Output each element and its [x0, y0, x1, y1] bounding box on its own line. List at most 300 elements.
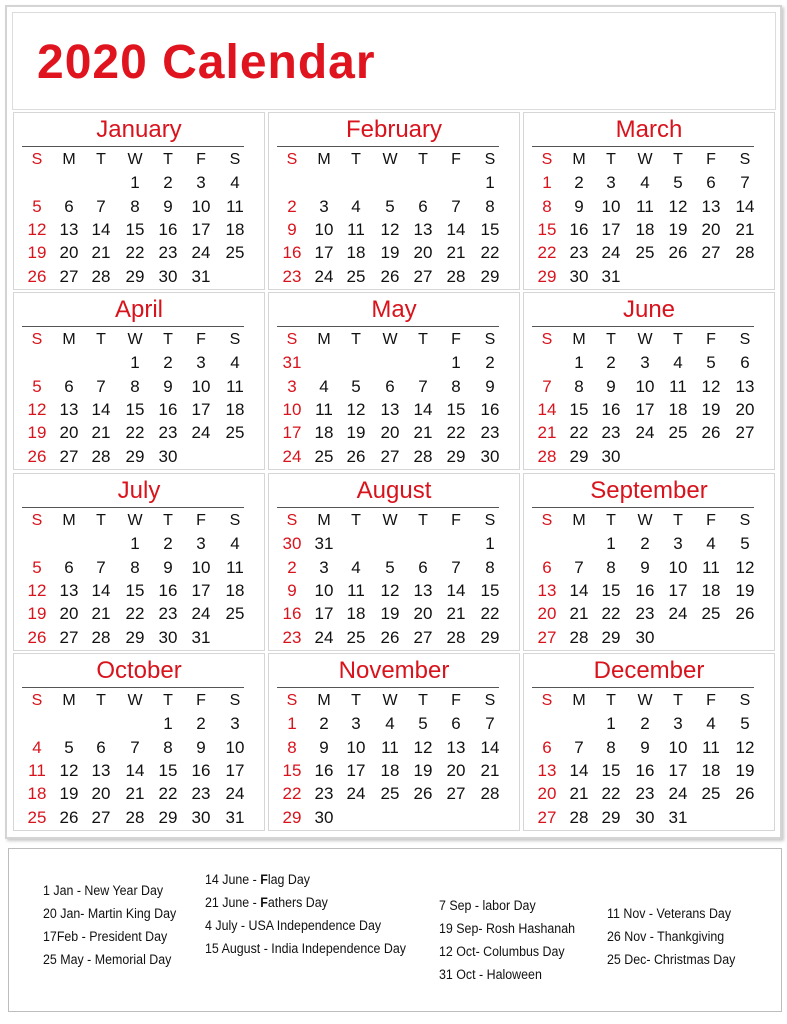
day-cell: 11 [226, 557, 244, 577]
weekday-header: F [451, 692, 461, 709]
holiday-name: Memorial Day [94, 952, 172, 967]
day-cell: 26 [735, 604, 755, 624]
day-cell: 16 [282, 604, 302, 624]
weekday-header: M [317, 331, 331, 348]
weekday-header: T [418, 512, 428, 529]
day-cell: 20 [59, 604, 79, 624]
weekday-header: F [196, 512, 206, 529]
day-cell: 9 [606, 376, 616, 396]
weekday-header: M [572, 512, 586, 529]
day-cell: 8 [163, 737, 173, 757]
day-cell: 28 [446, 266, 466, 286]
weekday-header: S [286, 512, 298, 529]
day-cell: 17 [282, 423, 302, 443]
day-cell: 25 [346, 266, 366, 286]
holiday-item [607, 948, 735, 971]
day-cell: 15 [125, 219, 145, 239]
month-name: March [615, 116, 683, 143]
day-cell: 12 [346, 399, 366, 419]
day-cell: 11 [702, 737, 720, 757]
day-cell: 21 [735, 219, 755, 239]
day-cell: 27 [91, 807, 111, 827]
day-cell: 14 [91, 219, 111, 239]
day-cell: 8 [606, 737, 616, 757]
day-cell: 15 [569, 399, 589, 419]
day-cell: 3 [319, 196, 329, 216]
day-cell: 1 [130, 173, 140, 193]
holiday-item [439, 894, 575, 917]
day-cell: 2 [196, 714, 206, 734]
day-cell: 6 [542, 557, 552, 577]
day-cell: 25 [668, 423, 688, 443]
day-cell: 3 [196, 173, 206, 193]
day-cell: 29 [601, 627, 621, 647]
day-cell: 31 [601, 266, 621, 286]
day-cell: 24 [346, 784, 366, 804]
day-cell: 22 [601, 784, 621, 804]
day-cell: 29 [537, 266, 557, 286]
day-cell: 24 [191, 604, 211, 624]
holiday-item [205, 868, 406, 891]
day-cell: 8 [130, 376, 140, 396]
weekday-header: M [62, 151, 76, 168]
day-cell: 20 [380, 423, 400, 443]
day-cell: 14 [125, 760, 145, 780]
weekday-header: S [739, 151, 751, 168]
day-cell: 5 [418, 714, 428, 734]
day-cell: 1 [130, 534, 140, 554]
day-cell: 10 [191, 196, 211, 216]
month-name: October [96, 657, 182, 684]
month-name: June [622, 296, 676, 323]
weekday-header: T [163, 512, 173, 529]
day-cell: 8 [606, 557, 616, 577]
day-cell: 8 [451, 376, 461, 396]
weekday-header: T [673, 151, 683, 168]
day-cell: 8 [485, 196, 495, 216]
weekday-header: M [572, 692, 586, 709]
day-cell: 4 [230, 534, 240, 554]
month-march [523, 112, 775, 290]
day-cell: 31 [191, 266, 211, 286]
weekday-header: W [382, 512, 398, 529]
holiday-name: Haloween [486, 967, 542, 982]
day-cell: 28 [569, 627, 589, 647]
day-cell: 16 [635, 760, 655, 780]
month-name: August [356, 477, 432, 504]
day-cell: 22 [158, 784, 178, 804]
day-cell: 17 [225, 760, 245, 780]
day-cell: 19 [27, 423, 47, 443]
month-divider [532, 326, 754, 327]
day-cell: 29 [125, 627, 145, 647]
day-cell: 17 [668, 760, 688, 780]
day-cell: 16 [314, 760, 334, 780]
day-cell: 27 [735, 423, 755, 443]
day-cell: 1 [163, 714, 173, 734]
month-divider [22, 687, 244, 688]
day-cell: 1 [542, 173, 552, 193]
month-divider [277, 687, 499, 688]
day-cell: 19 [59, 784, 79, 804]
holiday-item [43, 948, 176, 971]
weekday-header: T [351, 692, 361, 709]
day-cell: 19 [668, 219, 688, 239]
holiday-date: 31 Oct - [439, 967, 487, 982]
day-cell: 4 [385, 714, 395, 734]
weekday-header: F [196, 692, 206, 709]
day-cell: 3 [673, 714, 683, 734]
weekday-header: S [541, 512, 553, 529]
day-cell: 13 [413, 219, 433, 239]
day-cell: 31 [191, 627, 211, 647]
day-cell: 22 [446, 423, 466, 443]
weekday-header: T [418, 692, 428, 709]
month-april [13, 292, 265, 470]
day-cell: 23 [601, 423, 621, 443]
day-cell: 3 [230, 714, 240, 734]
day-cell: 3 [196, 353, 206, 373]
weekday-header: M [62, 512, 76, 529]
day-cell: 23 [158, 243, 178, 263]
day-cell: 14 [569, 580, 589, 600]
day-cell: 11 [347, 219, 365, 239]
weekday-header: M [572, 151, 586, 168]
day-cell: 22 [601, 604, 621, 624]
day-cell: 25 [635, 243, 655, 263]
day-cell: 2 [163, 353, 173, 373]
day-cell: 11 [226, 196, 244, 216]
day-cell: 30 [635, 627, 655, 647]
holiday-name: labor Day [482, 898, 536, 913]
day-cell: 25 [380, 784, 400, 804]
day-cell: 20 [537, 604, 557, 624]
day-cell: 6 [740, 353, 750, 373]
day-cell: 9 [319, 737, 329, 757]
day-cell: 20 [735, 399, 755, 419]
day-cell: 14 [91, 580, 111, 600]
day-cell: 15 [601, 760, 621, 780]
day-cell: 9 [163, 376, 173, 396]
day-cell: 7 [418, 376, 428, 396]
day-cell: 7 [574, 557, 584, 577]
day-cell: 16 [158, 219, 178, 239]
day-cell: 29 [480, 627, 500, 647]
day-cell: 11 [226, 376, 244, 396]
day-cell: 1 [287, 714, 297, 734]
day-cell: 1 [574, 353, 584, 373]
holiday-item [439, 963, 575, 986]
month-september [523, 473, 775, 651]
holiday-item [607, 925, 735, 948]
day-cell: 18 [346, 604, 366, 624]
holiday-item [43, 902, 176, 925]
month-name: January [96, 116, 182, 143]
day-cell: 25 [225, 243, 245, 263]
day-cell: 11 [28, 760, 46, 780]
weekday-header: F [451, 331, 461, 348]
day-cell: 17 [191, 580, 211, 600]
day-cell: 13 [59, 580, 79, 600]
holiday-item [439, 940, 575, 963]
day-cell: 13 [446, 737, 466, 757]
weekday-header: S [31, 692, 43, 709]
day-cell: 12 [27, 399, 47, 419]
day-cell: 18 [346, 243, 366, 263]
day-cell: 10 [346, 737, 366, 757]
weekday-header: F [451, 151, 461, 168]
day-cell: 8 [130, 196, 140, 216]
day-cell: 5 [32, 196, 42, 216]
weekday-header: T [351, 512, 361, 529]
day-cell: 24 [668, 784, 688, 804]
day-cell: 4 [319, 376, 329, 396]
holiday-date: 15 August - [205, 941, 272, 956]
month-october [13, 653, 265, 831]
day-cell: 10 [191, 376, 211, 396]
day-cell: 20 [537, 784, 557, 804]
holiday-date: 1 Jan - [43, 883, 85, 898]
day-cell: 23 [158, 423, 178, 443]
day-cell: 26 [380, 266, 400, 286]
day-cell: 17 [191, 219, 211, 239]
day-cell: 21 [91, 604, 111, 624]
day-cell: 31 [668, 807, 688, 827]
day-cell: 1 [451, 353, 461, 373]
day-cell: 30 [480, 446, 500, 466]
month-divider [277, 326, 499, 327]
day-cell: 29 [282, 807, 302, 827]
day-cell: 15 [158, 760, 178, 780]
day-cell: 13 [537, 760, 557, 780]
day-cell: 27 [413, 266, 433, 286]
day-cell: 25 [701, 604, 721, 624]
day-cell: 8 [574, 376, 584, 396]
day-cell: 16 [158, 580, 178, 600]
day-cell: 9 [640, 557, 650, 577]
weekday-header: S [484, 331, 496, 348]
holiday-date: 20 Jan- [43, 906, 88, 921]
day-cell: 6 [64, 376, 74, 396]
day-cell: 11 [636, 196, 654, 216]
day-cell: 30 [158, 627, 178, 647]
day-cell: 26 [27, 266, 47, 286]
weekday-header: T [163, 331, 173, 348]
holiday-column [439, 894, 587, 986]
holiday-date: 21 June - [205, 895, 261, 910]
day-cell: 14 [413, 399, 433, 419]
day-cell: 19 [701, 399, 721, 419]
month-july [13, 473, 265, 651]
weekday-header: W [637, 151, 653, 168]
day-cell: 6 [451, 714, 461, 734]
weekday-header: F [706, 692, 716, 709]
month-name: September [590, 477, 708, 504]
day-cell: 25 [346, 627, 366, 647]
day-cell: 19 [27, 604, 47, 624]
weekday-header: F [706, 151, 716, 168]
holiday-date: 17Feb - [43, 929, 90, 944]
day-cell: 5 [64, 737, 74, 757]
holiday-date: 26 Nov - [607, 929, 658, 944]
month-name: February [345, 116, 443, 143]
day-cell: 12 [735, 737, 755, 757]
day-cell: 6 [96, 737, 106, 757]
day-cell: 9 [287, 580, 297, 600]
day-cell: 20 [413, 243, 433, 263]
day-cell: 21 [569, 604, 589, 624]
weekday-header: S [286, 692, 298, 709]
day-cell: 21 [537, 423, 557, 443]
day-cell: 14 [446, 219, 466, 239]
weekday-header: T [163, 151, 173, 168]
month-january [13, 112, 265, 290]
day-cell: 12 [701, 376, 721, 396]
day-cell: 19 [380, 604, 400, 624]
month-august [268, 473, 520, 651]
day-cell: 27 [537, 627, 557, 647]
day-cell: 6 [418, 557, 428, 577]
weekday-header: S [229, 512, 241, 529]
day-cell: 19 [380, 243, 400, 263]
holiday-name: Veterans Day [656, 906, 732, 921]
day-cell: 4 [351, 196, 361, 216]
day-cell: 27 [413, 627, 433, 647]
holiday-item [205, 914, 406, 937]
day-cell: 2 [163, 534, 173, 554]
day-cell: 9 [196, 737, 206, 757]
day-cell: 21 [413, 423, 433, 443]
holiday-initial: F [260, 895, 268, 910]
day-cell: 27 [59, 446, 79, 466]
day-cell: 21 [91, 423, 111, 443]
day-cell: 17 [346, 760, 366, 780]
day-cell: 19 [735, 760, 755, 780]
day-cell: 10 [225, 737, 245, 757]
day-cell: 23 [569, 243, 589, 263]
month-divider [277, 146, 499, 147]
day-cell: 5 [740, 714, 750, 734]
weekday-header: M [317, 692, 331, 709]
day-cell: 11 [315, 399, 333, 419]
day-cell: 17 [668, 580, 688, 600]
weekday-header: T [606, 151, 616, 168]
day-cell: 28 [735, 243, 755, 263]
day-cell: 27 [59, 627, 79, 647]
title-box [12, 12, 776, 110]
weekday-header: M [317, 512, 331, 529]
day-cell: 29 [480, 266, 500, 286]
weekday-header: F [196, 151, 206, 168]
weekday-header: S [31, 151, 43, 168]
day-cell: 15 [601, 580, 621, 600]
day-cell: 25 [225, 423, 245, 443]
day-cell: 8 [542, 196, 552, 216]
day-cell: 18 [225, 399, 245, 419]
day-cell: 12 [380, 219, 400, 239]
day-cell: 22 [480, 604, 500, 624]
weekday-header: S [31, 512, 43, 529]
day-cell: 8 [287, 737, 297, 757]
day-cell: 28 [569, 807, 589, 827]
holiday-item [205, 891, 406, 914]
day-cell: 2 [574, 173, 584, 193]
weekday-header: S [541, 692, 553, 709]
day-cell: 4 [706, 714, 716, 734]
holiday-item [607, 902, 735, 925]
weekday-header: W [127, 151, 143, 168]
day-cell: 15 [480, 219, 500, 239]
day-cell: 7 [96, 376, 106, 396]
day-cell: 3 [287, 376, 297, 396]
day-cell: 27 [446, 784, 466, 804]
day-cell: 26 [346, 446, 366, 466]
day-cell: 24 [601, 243, 621, 263]
month-divider [277, 507, 499, 508]
day-cell: 20 [701, 219, 721, 239]
day-cell: 26 [735, 784, 755, 804]
day-cell: 16 [601, 399, 621, 419]
month-name: May [371, 296, 417, 323]
month-may [268, 292, 520, 470]
day-cell: 19 [413, 760, 433, 780]
day-cell: 26 [27, 446, 47, 466]
day-cell: 16 [158, 399, 178, 419]
day-cell: 24 [314, 266, 334, 286]
day-cell: 31 [314, 534, 334, 554]
weekday-header: S [541, 151, 553, 168]
day-cell: 27 [380, 446, 400, 466]
month-divider [532, 687, 754, 688]
page-title: 2020 Calendar [37, 36, 376, 89]
day-cell: 23 [314, 784, 334, 804]
day-cell: 26 [27, 627, 47, 647]
day-cell: 28 [413, 446, 433, 466]
month-divider [532, 146, 754, 147]
day-cell: 12 [413, 737, 433, 757]
day-cell: 27 [59, 266, 79, 286]
day-cell: 24 [635, 423, 655, 443]
day-cell: 5 [32, 376, 42, 396]
day-cell: 29 [125, 446, 145, 466]
holiday-name: Thankgiving [657, 929, 725, 944]
weekday-header: T [418, 151, 428, 168]
weekday-header: T [163, 692, 173, 709]
day-cell: 4 [673, 353, 683, 373]
weekday-header: T [96, 692, 106, 709]
day-cell: 17 [601, 219, 621, 239]
month-february [268, 112, 520, 290]
day-cell: 1 [130, 353, 140, 373]
day-cell: 5 [351, 376, 361, 396]
day-cell: 30 [158, 446, 178, 466]
weekday-header: S [541, 331, 553, 348]
day-cell: 22 [125, 604, 145, 624]
weekday-header: M [572, 331, 586, 348]
weekday-header: S [286, 151, 298, 168]
holiday-date: 7 Sep - [439, 898, 483, 913]
weekday-header: W [382, 151, 398, 168]
month-november [268, 653, 520, 831]
day-cell: 21 [446, 604, 466, 624]
day-cell: 4 [230, 173, 240, 193]
weekday-header: W [382, 692, 398, 709]
day-cell: 7 [574, 737, 584, 757]
holiday-name: Rosh Hashanah [485, 921, 576, 936]
day-cell: 28 [91, 446, 111, 466]
day-cell: 15 [125, 580, 145, 600]
day-cell: 22 [569, 423, 589, 443]
